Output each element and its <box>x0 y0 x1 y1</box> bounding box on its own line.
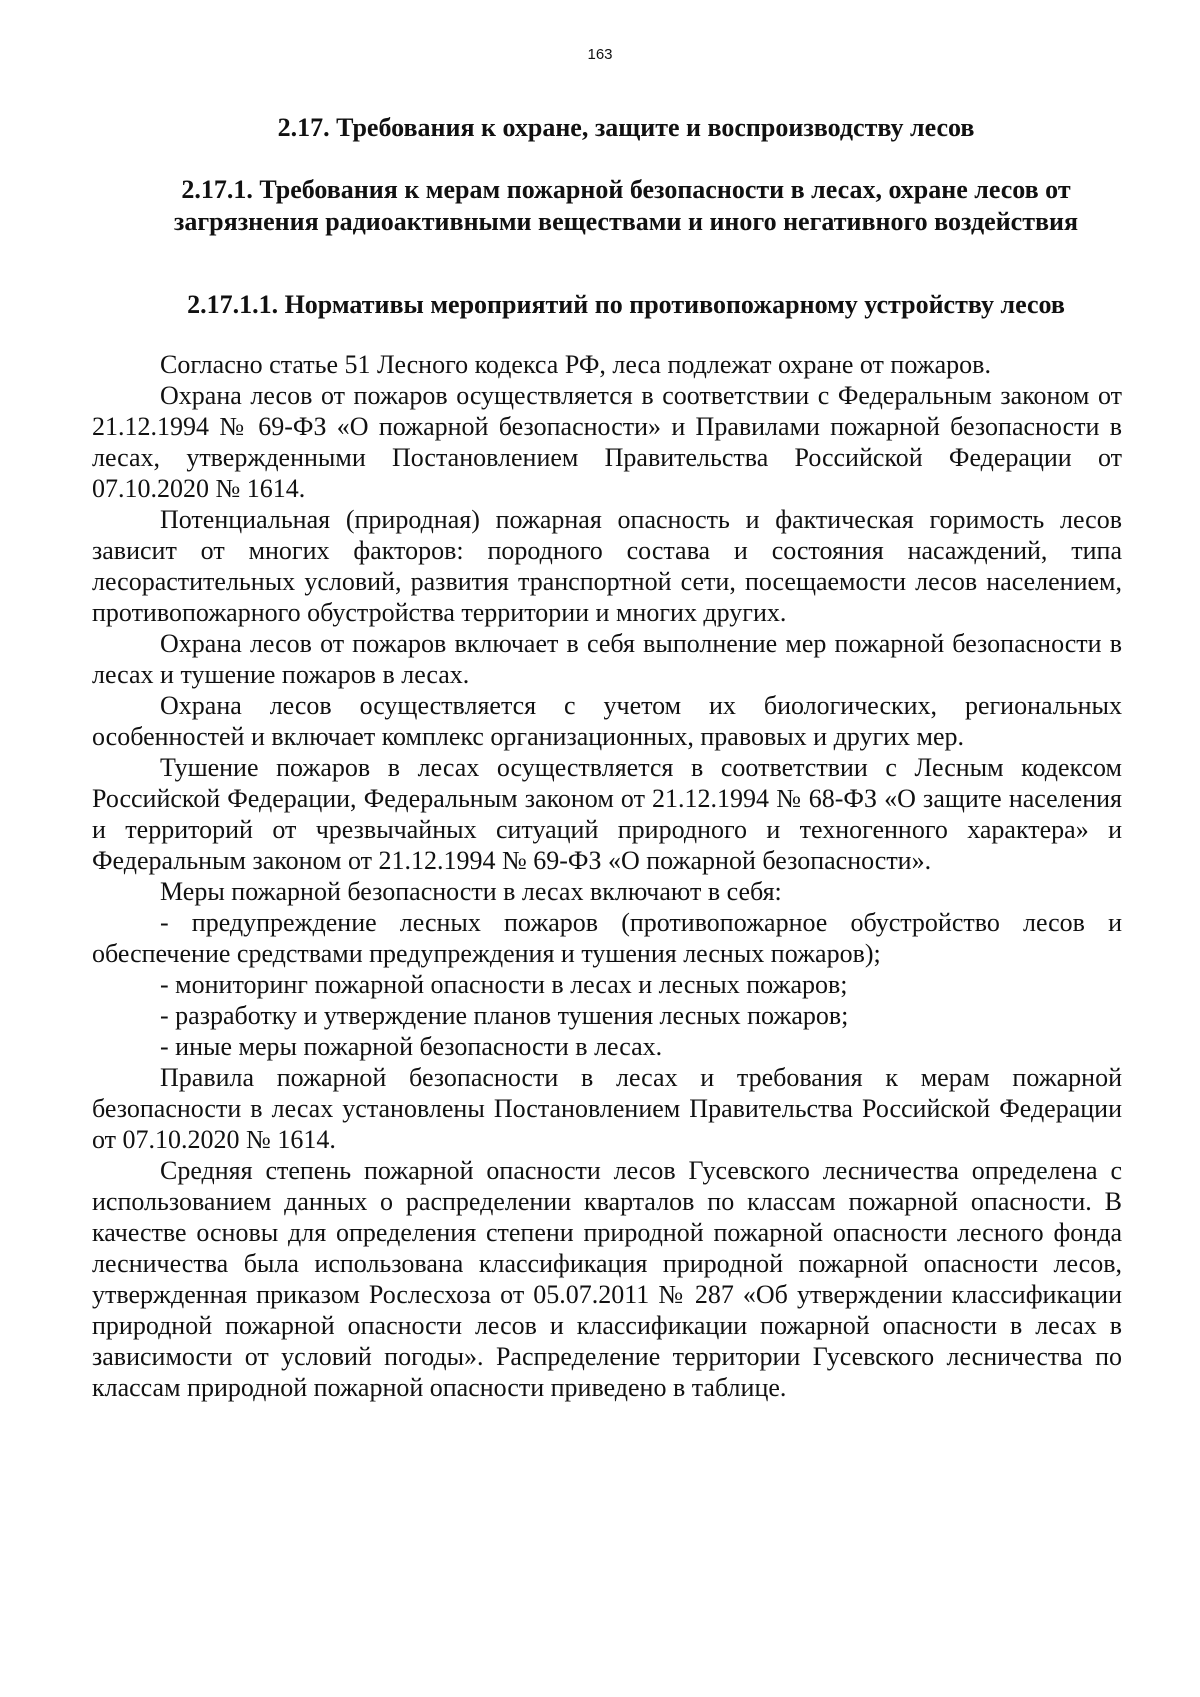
list-item: - мониторинг пожарной опасности в лесах и лесных пожаров; <box>160 970 848 999</box>
subsection-heading: 2.17.1. Требования к мерам пожарной безопасности в лесах, охране лесов от загрязнения радиоактивными веществами и иного негативного воздействия <box>173 175 1079 236</box>
paragraph: Средняя степень пожарной опасности лесов Гусевского лесничества определена с использованием данных о распределении кварталов по классам пожарной опасности. В качестве основы для определения степени природной пожарной опасности лесного фонда лесничества была использована классификация природной пожарной опасности лесов, утвержденная приказом Рослесхоза от 05.07.2011 № 287 «Об утверждении классификации природной пожарной опасности лесов и классификации пожарной опасности в лесах в зависимости от условий погоды». Распределение территории Гусевского лесничества по классам природной пожарной опасности приведено в таблице. <box>92 1156 1122 1402</box>
sub-subsection-heading: 2.17.1.1. Нормативы мероприятий по противопожарному устройству лесов <box>187 290 1065 319</box>
page-number: 163 <box>587 46 613 63</box>
list-item: - предупреждение лесных пожаров (противопожарное обустройство лесов и обеспечение средствами предупреждения и тушения лесных пожаров); <box>92 908 1122 968</box>
paragraph: Потенциальная (природная) пожарная опасность и фактическая горимость лесов зависит от многих факторов: породного состава и состояния насаждений, типа лесорастительных условий, развития транспортной сети, посещаемости лесов населением, противопожарного обустройства территории и многих других. <box>92 505 1122 627</box>
paragraph: Охрана лесов от пожаров осуществляется в соответствии с Федеральным законом от 21.12.1994 № 69-ФЗ «О пожарной безопасности» и Правилами пожарной безопасности в лесах, утвержденными Постановлением Правительства Российской Федерации от 07.10.2020 № 1614. <box>92 381 1122 503</box>
paragraph: Согласно статье 51 Лесного кодекса РФ, леса подлежат охране от пожаров. <box>160 350 991 379</box>
paragraph: Охрана лесов осуществляется с учетом их биологических, региональных особенностей и включает комплекс организационных, правовых и других мер. <box>92 691 1122 751</box>
section-heading: 2.17. Требования к охране, защите и воспроизводству лесов <box>277 113 975 142</box>
paragraph: Охрана лесов от пожаров включает в себя выполнение мер пожарной безопасности в лесах и тушение пожаров в лесах. <box>92 629 1122 689</box>
list-item: - иные меры пожарной безопасности в лесах. <box>160 1032 663 1061</box>
body-text <box>92 349 1122 1403</box>
list-item: - разработку и утверждение планов тушения лесных пожаров; <box>160 1001 849 1030</box>
paragraph: Тушение пожаров в лесах осуществляется в соответствии с Лесным кодексом Российской Федерации, Федеральным законом от 21.12.1994 № 68-ФЗ «О защите населения и территорий от чрезвычайных ситуаций природного и техногенного характера» и Федеральным законом от 21.12.1994 № 69-ФЗ «О пожарной безопасности». <box>92 753 1122 875</box>
paragraph: Правила пожарной безопасности в лесах и требования к мерам пожарной безопасности в лесах установлены Постановлением Правительства Российской Федерации от 07.10.2020 № 1614. <box>92 1063 1122 1154</box>
paragraph: Меры пожарной безопасности в лесах включают в себя: <box>160 877 782 906</box>
